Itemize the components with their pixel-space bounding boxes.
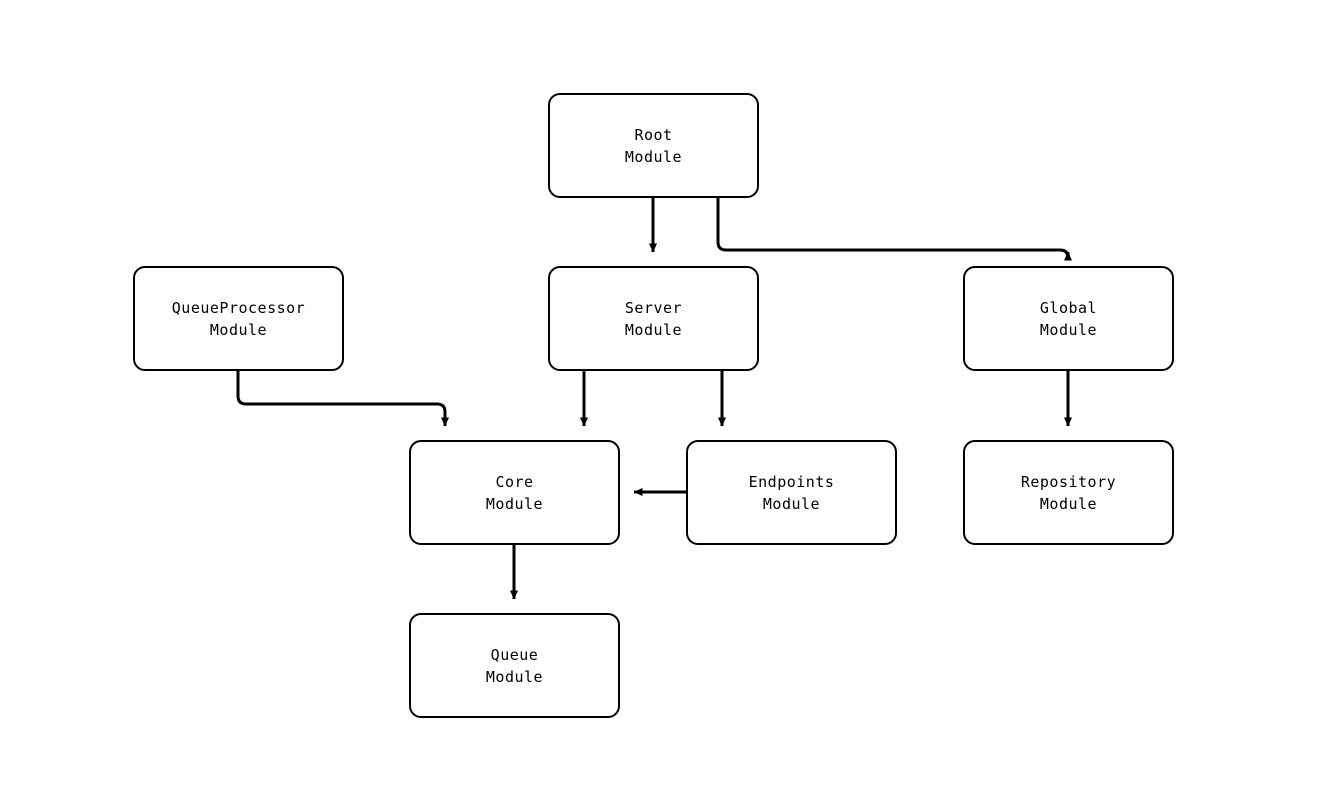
node-label-line2: Module: [1039, 320, 1098, 339]
node-repository-module[interactable]: [963, 440, 1174, 545]
edge-queueprocessor-to-core: [238, 371, 445, 426]
node-label-line1: Root: [634, 125, 673, 144]
node-label-line2: Module: [485, 494, 544, 513]
node-core-module[interactable]: [409, 440, 620, 545]
node-label-line1: Queue: [490, 645, 539, 664]
node-root-module[interactable]: [548, 93, 759, 198]
node-label-line1: QueueProcessor: [171, 298, 306, 317]
node-label-line2: Module: [624, 147, 683, 166]
node-label-line2: Module: [485, 667, 544, 686]
node-queueprocessor-module[interactable]: [133, 266, 344, 371]
node-global-module[interactable]: [963, 266, 1174, 371]
node-server-module[interactable]: [548, 266, 759, 371]
node-label-line2: Module: [209, 320, 268, 339]
node-label-line1: Repository: [1020, 472, 1117, 491]
node-label-line2: Module: [624, 320, 683, 339]
node-label-line1: Global: [1039, 298, 1098, 317]
edge-root-to-global: [718, 198, 1068, 258]
node-label-line1: Core: [495, 472, 534, 491]
node-label-line1: Endpoints: [748, 472, 835, 491]
node-endpoints-module[interactable]: [686, 440, 897, 545]
node-queue-module[interactable]: [409, 613, 620, 718]
node-label-line1: Server: [624, 298, 683, 317]
node-label-line2: Module: [1039, 494, 1098, 513]
node-label-line2: Module: [762, 494, 821, 513]
